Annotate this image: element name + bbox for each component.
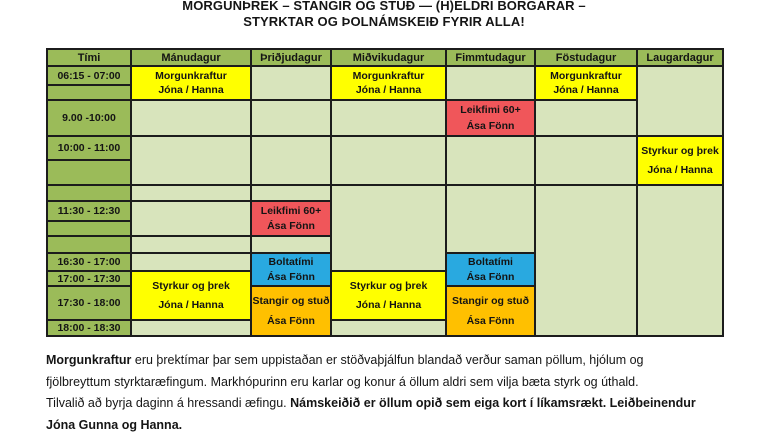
day-header-manudagur bbox=[132, 50, 250, 65]
cell-text: Miðvikudagur bbox=[352, 51, 425, 64]
day-header-fostudagur bbox=[536, 50, 636, 65]
mon-morgunkraftur bbox=[132, 67, 250, 99]
day-header-midvikudagur bbox=[332, 50, 445, 65]
time-blank-d bbox=[48, 222, 130, 235]
tue-empty-5 bbox=[252, 237, 330, 252]
footer-segment: Morgunkraftur bbox=[46, 353, 132, 367]
cell-text: 10:00 - 11:00 bbox=[57, 142, 121, 154]
wed-styrkur-og-threk bbox=[332, 272, 445, 319]
tue-empty-3 bbox=[252, 137, 330, 184]
mon-empty-5 bbox=[132, 237, 250, 252]
cell-text: 9.00 -10:00 bbox=[62, 112, 116, 124]
mon-empty-7 bbox=[132, 321, 250, 335]
cell-text: 18:00 - 18:30 bbox=[57, 322, 121, 334]
thu-empty-3 bbox=[447, 186, 534, 252]
cell-text: Morgunkraftur bbox=[352, 69, 425, 82]
cell-text: Styrkur og þrek bbox=[641, 144, 719, 157]
time-blank-b bbox=[48, 161, 130, 184]
schedule-table bbox=[46, 48, 724, 337]
cell-text: Ása Fönn bbox=[466, 315, 515, 327]
cell-text: Föstudagur bbox=[555, 51, 617, 64]
cell-text: Ása Fönn bbox=[267, 315, 315, 327]
mon-empty-4 bbox=[132, 202, 250, 235]
wed-empty-4 bbox=[332, 321, 445, 335]
time-1000-1100 bbox=[48, 137, 130, 159]
footer-segment: eru þrektímar þar sem uppistaðan er stöðvaþjálfun blandað verður saman pöllum, hjólum og bbox=[131, 353, 644, 367]
thu-boltatimi bbox=[447, 254, 534, 285]
cell-text: Boltatími bbox=[468, 256, 513, 269]
cell-text: Ása Fönn bbox=[466, 270, 515, 283]
cell-text: Jóna / Hanna bbox=[158, 299, 224, 312]
cell-text: Jóna / Hanna bbox=[355, 84, 422, 97]
footer-line bbox=[46, 350, 762, 372]
day-header-laugardagur bbox=[638, 50, 722, 65]
time-0615-0700 bbox=[48, 67, 130, 84]
time-0900-1000 bbox=[48, 101, 130, 135]
thu-leikfimi bbox=[447, 101, 534, 135]
cell-text: Stangir og stuð bbox=[252, 295, 330, 307]
wed-empty-1 bbox=[332, 101, 445, 135]
footer-segment: Námskeiðið er öllum opið sem eiga kort í líkamsrækt. Leiðbeinendur bbox=[290, 396, 696, 410]
footer-segment: Jóna Gunna og Hanna. bbox=[46, 417, 183, 432]
mon-styrkur-og-threk bbox=[132, 272, 250, 319]
sat-styrkur-og-threk bbox=[638, 137, 722, 184]
title-line-1: MORGUNÞREK – STANGIR OG STUÐ — (H)ELDRI BORGARAR – bbox=[182, 0, 586, 13]
cell-text: Leikfimi 60+ bbox=[460, 104, 521, 117]
cell-text: Stangir og stuð bbox=[452, 295, 529, 307]
thu-empty-1 bbox=[447, 67, 534, 99]
tue-stangir-og-stud bbox=[252, 287, 330, 335]
cell-text: Jóna / Hanna bbox=[647, 164, 713, 177]
cell-text: Ása Fönn bbox=[466, 119, 515, 132]
time-1800-1830 bbox=[48, 321, 130, 335]
day-header-fimmtudagur bbox=[447, 50, 534, 65]
cell-text: 17:00 - 17:30 bbox=[57, 272, 121, 285]
cell-text: Jóna / Hanna bbox=[158, 84, 224, 97]
footer-segment: fjölbreyttum styrktaræfingum. Markhópurinn eru karlar og konur á öllum aldri sem vilja bæta styrk og úthald. bbox=[46, 374, 639, 389]
footer-line bbox=[46, 393, 762, 415]
cell-text: Mánudagur bbox=[161, 51, 221, 64]
cell-text: Fimmtudagur bbox=[455, 51, 526, 64]
cell-text: Laugardagur bbox=[646, 51, 714, 64]
cell-text: Ása Fönn bbox=[267, 220, 315, 232]
footer-line bbox=[46, 415, 762, 437]
tue-empty-4 bbox=[252, 186, 330, 200]
thu-stangir-og-stud bbox=[447, 287, 534, 335]
day-header-thridjudagur bbox=[252, 50, 330, 65]
cell-text: 17:30 - 18:00 bbox=[57, 297, 121, 309]
mon-empty-2 bbox=[132, 137, 250, 184]
corner-header-timi bbox=[48, 50, 130, 65]
wed-morgunkraftur bbox=[332, 67, 445, 99]
cell-text: Leikfimi 60+ bbox=[260, 205, 322, 217]
footer-segment: Tilvalið að byrja daginn á hressandi æfingu. bbox=[46, 396, 291, 410]
cell-text: Styrkur og þrek bbox=[349, 279, 428, 292]
cell-text: Morgunkraftur bbox=[155, 69, 227, 82]
cell-text: 16:30 - 17:00 bbox=[57, 256, 121, 268]
fri-empty-2 bbox=[536, 137, 636, 184]
fri-empty-3 bbox=[536, 186, 636, 335]
cell-text: 06:15 - 07:00 bbox=[57, 69, 121, 82]
cell-text: 11:30 - 12:30 bbox=[57, 205, 121, 217]
time-blank-a bbox=[48, 86, 130, 99]
time-1700-1730 bbox=[48, 272, 130, 285]
wed-empty-2 bbox=[332, 137, 445, 184]
tue-leikfimi bbox=[252, 202, 330, 235]
tue-empty-1 bbox=[252, 67, 330, 99]
time-blank-c bbox=[48, 186, 130, 200]
cell-text: Boltatími bbox=[268, 256, 314, 269]
cell-text: Ása Fönn bbox=[267, 270, 315, 283]
cell-text: Jóna / Hanna bbox=[355, 299, 422, 312]
sat-empty-2 bbox=[638, 186, 722, 335]
tue-empty-2 bbox=[252, 101, 330, 135]
time-1730-1800 bbox=[48, 287, 130, 319]
cell-text: Þriðjudagur bbox=[260, 51, 322, 64]
time-blank-e bbox=[48, 237, 130, 252]
mon-empty-1 bbox=[132, 101, 250, 135]
mon-empty-3 bbox=[132, 186, 250, 200]
thu-empty-2 bbox=[447, 137, 534, 184]
footer-line bbox=[46, 372, 762, 394]
wed-empty-3 bbox=[332, 186, 445, 270]
fri-morgunkraftur bbox=[536, 67, 636, 99]
footer-text bbox=[46, 350, 762, 436]
sat-empty-1 bbox=[638, 67, 722, 135]
title-line-2: STYRKTAR OG ÞOLNÁMSKEIÐ FYRIR ALLA! bbox=[243, 14, 525, 29]
cell-text: Styrkur og þrek bbox=[152, 279, 230, 292]
cell-text: Jóna / Hanna bbox=[553, 84, 619, 97]
cell-text: Tími bbox=[77, 51, 101, 64]
page-title bbox=[0, 0, 768, 30]
fri-empty-1 bbox=[536, 101, 636, 135]
tue-boltatimi bbox=[252, 254, 330, 285]
time-1130-1230 bbox=[48, 202, 130, 220]
mon-empty-6 bbox=[132, 254, 250, 270]
cell-text: Morgunkraftur bbox=[550, 69, 622, 82]
time-1630-1700 bbox=[48, 254, 130, 270]
